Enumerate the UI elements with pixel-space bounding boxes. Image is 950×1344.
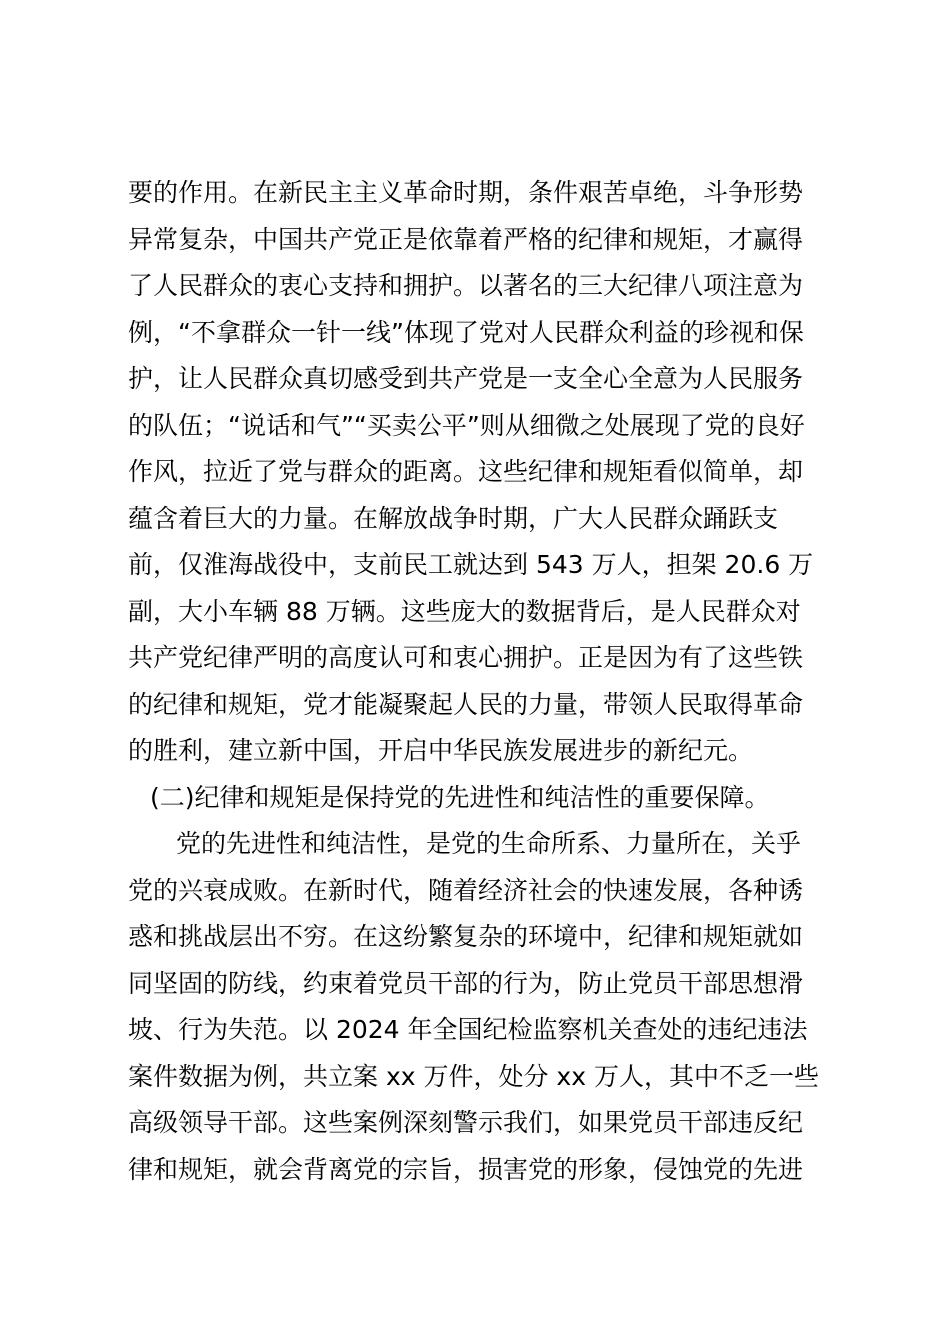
section-heading: (二)纪律和规矩是保持党的先进性和纯洁性的重要保障。 bbox=[150, 783, 770, 812]
paragraph-1-line: 护，让人民群众真切感受到共产党是一支全心全意为人民服务 bbox=[128, 364, 804, 393]
paragraph-1-line: 副，大小车辆 88 万辆。这些庞大的数据背后，是人民群众对 bbox=[128, 597, 801, 626]
paragraph-2-line: 案件数据为例，共立案 xx 万件，处分 xx 万人，其中不乏一些 bbox=[128, 1062, 819, 1091]
paragraph-1-line: 蕴含着巨大的力量。在解放战争时期，广大人民群众踊跃支 bbox=[128, 504, 779, 533]
paragraph-1-line: 要的作用。在新民主主义革命时期，条件艰苦卓绝，斗争形势 bbox=[128, 178, 804, 207]
paragraph-2-line: 坡、行为失范。以 2024 年全国纪检监察机关查处的违纪违法 bbox=[128, 1015, 808, 1044]
paragraph-1-line: 作风，拉近了党与群众的距离。这些纪律和规矩看似简单，却 bbox=[128, 457, 804, 486]
paragraph-1-line: 的纪律和规矩，党才能凝聚起人民的力量，带领人民取得革命 bbox=[128, 690, 804, 719]
paragraph-2-line: 高级领导干部。这些案例深刻警示我们，如果党员干部违反纪 bbox=[128, 1108, 804, 1137]
paragraph-2-line: 党的先进性和纯洁性，是党的生命所系、力量所在，关乎 bbox=[176, 829, 802, 858]
paragraph-2-line: 惑和挑战层出不穷。在这纷繁复杂的环境中，纪律和规矩就如 bbox=[128, 922, 804, 951]
paragraph-1-line: 的队伍；“说话和气”“买卖公平”则从细微之处展现了党的良好 bbox=[128, 411, 805, 440]
paragraph-1-line: 异常复杂，中国共产党正是依靠着严格的纪律和规矩，才赢得 bbox=[128, 225, 804, 254]
paragraph-1-line: 的胜利，建立新中国，开启中华民族发展进步的新纪元。 bbox=[128, 736, 754, 765]
paragraph-1-line: 了人民群众的衷心支持和拥护。以著名的三大纪律八项注意为 bbox=[128, 271, 804, 300]
paragraph-2-line: 律和规矩，就会背离党的宗旨，损害党的形象，侵蚀党的先进 bbox=[128, 1155, 804, 1184]
paragraph-2-line: 同坚固的防线，约束着党员干部的行为，防止党员干部思想滑 bbox=[128, 969, 804, 998]
paragraph-1-line: 前，仅淮海战役中，支前民工就达到 543 万人，担架 20.6 万 bbox=[128, 550, 814, 579]
paragraph-1-line: 例，“不拿群众一针一线”体现了党对人民群众利益的珍视和保 bbox=[128, 318, 804, 347]
paragraph-1-line: 共产党纪律严明的高度认可和衷心拥护。正是因为有了这些铁 bbox=[128, 643, 804, 672]
paragraph-2-line: 党的兴衰成败。在新时代，随着经济社会的快速发展，各种诱 bbox=[128, 876, 804, 905]
